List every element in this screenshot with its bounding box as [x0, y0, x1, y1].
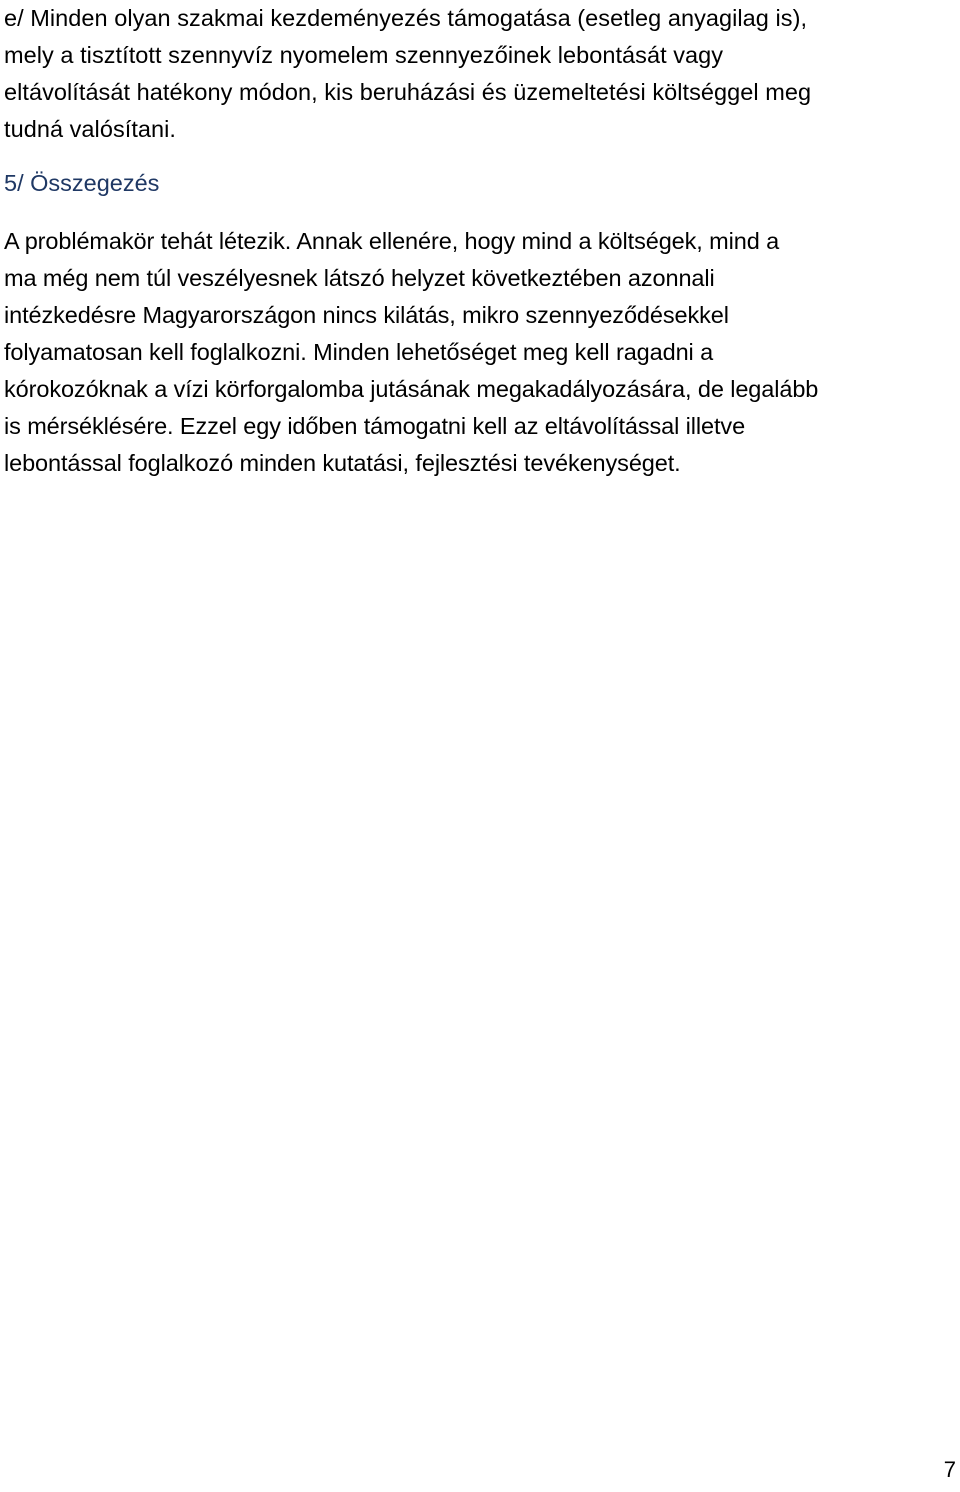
paragraph-line: mely a tisztított szennyvíz nyomelem szennyezőinek lebontását vagy [4, 42, 724, 68]
paragraph-line: intézkedésre Magyarországon nincs kilátás, mikro szennyeződésekkel [4, 302, 729, 328]
paragraph-line: is mérséklésére. Ezzel egy időben támogatni kell az eltávolítással illetve [4, 413, 746, 439]
paragraph-line: folyamatosan kell foglalkozni. Minden lehetőséget meg kell ragadni a [4, 339, 714, 365]
paragraph-line: eltávolítását hatékony módon, kis beruházási és üzemeltetési költséggel meg [4, 79, 812, 105]
paragraph-line: tudná valósítani. [4, 116, 176, 142]
summary-paragraph [4, 223, 954, 482]
paragraph-line: e/ Minden olyan szakmai kezdeményezés támogatása (esetleg anyagilag is), [4, 5, 808, 31]
paragraph-line: kórokozóknak a vízi körforgalomba jutásának megakadályozására, de legalább [4, 376, 819, 402]
paragraph-line: ma még nem túl veszélyesnek látszó helyzet következtében azonnali [4, 265, 715, 291]
intro-paragraph [4, 0, 954, 148]
paragraph-line: lebontással foglalkozó minden kutatási, fejlesztési tevékenységet. [4, 450, 681, 476]
section-heading: 5/ Összegezés [4, 170, 160, 196]
page-number: 7 [943, 1457, 956, 1482]
paragraph-line: A problémakör tehát létezik. Annak ellenére, hogy mind a költségek, mind a [4, 228, 780, 254]
